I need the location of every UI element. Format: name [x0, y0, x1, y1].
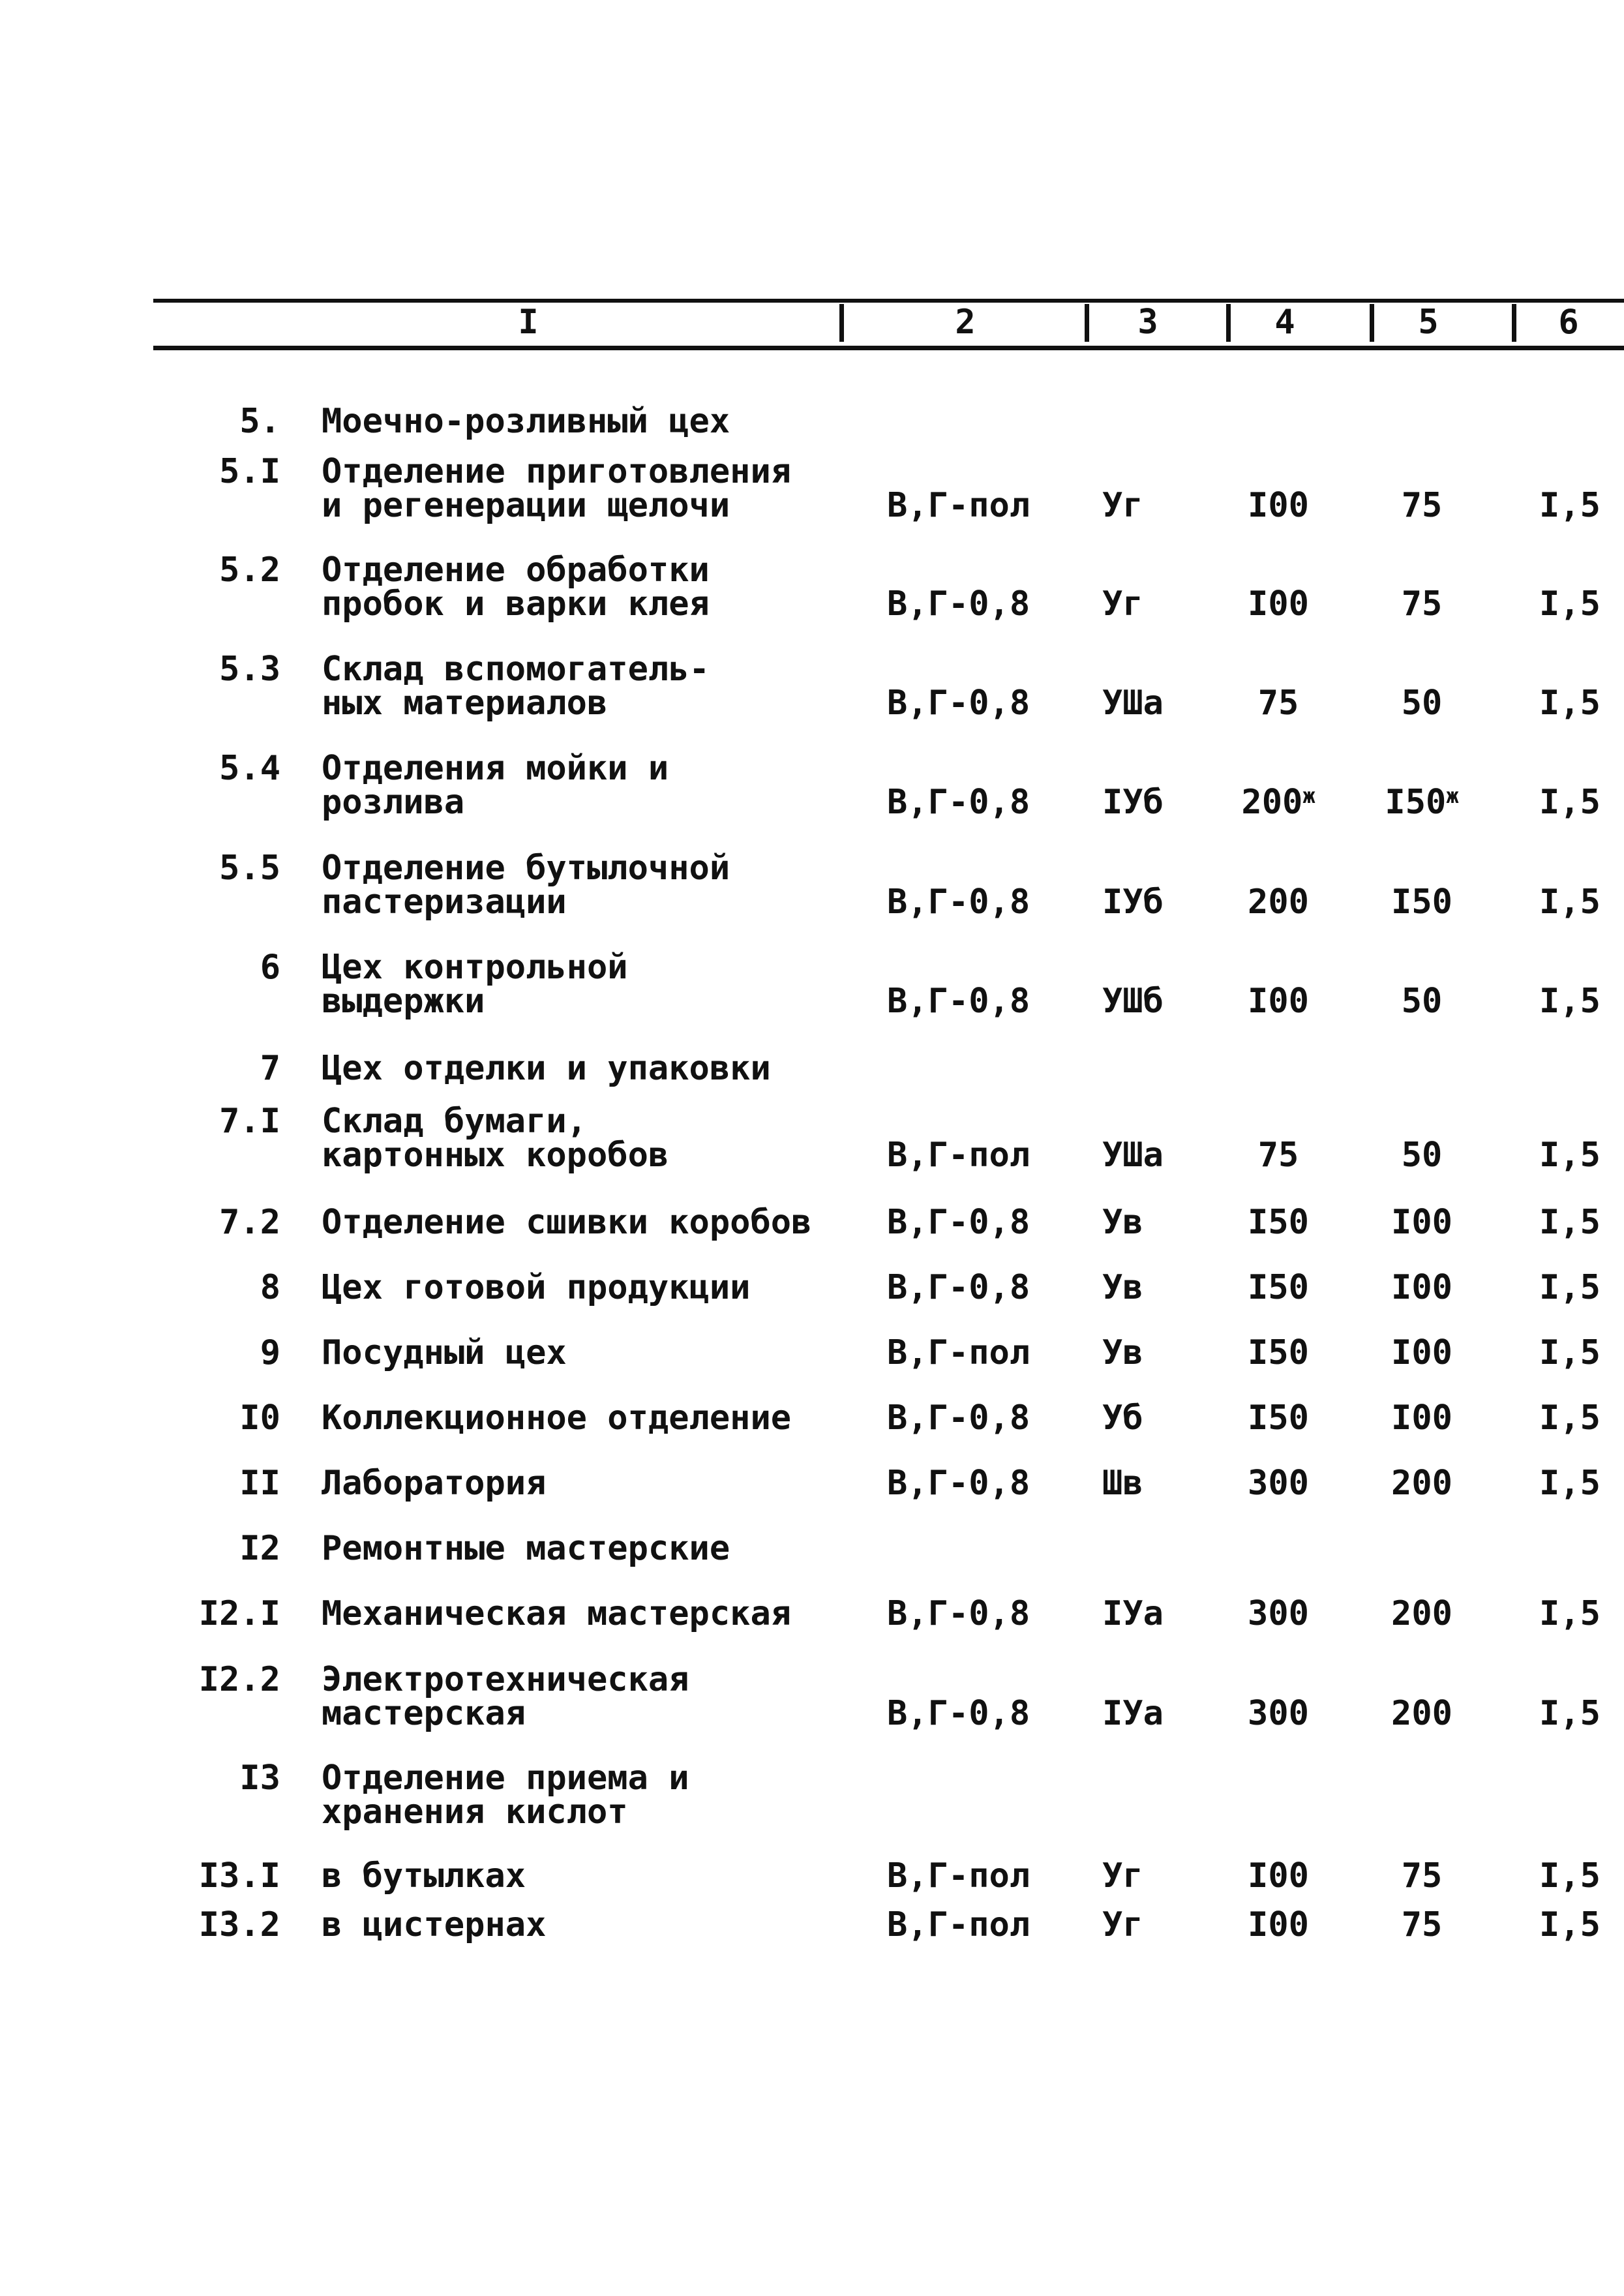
value-c3 — [1102, 1398, 1200, 1438]
value-text: Уб — [1102, 1398, 1143, 1438]
room-name — [322, 402, 830, 441]
value-text: 300 — [1248, 1464, 1309, 1503]
room-name — [322, 1333, 830, 1372]
value-c4 — [1226, 982, 1331, 1021]
value-text: I,5 — [1539, 1271, 1601, 1305]
room-name-line: выдержки — [322, 982, 485, 1021]
value-c3 — [1102, 1464, 1200, 1503]
room-name-line: Отделение бутылочной — [322, 849, 730, 888]
value-text: I00 — [1391, 1398, 1452, 1438]
value-text: Уг — [1102, 486, 1143, 525]
value-c3 — [1102, 584, 1200, 624]
value-c5 — [1370, 1333, 1474, 1372]
value-c5 — [1370, 982, 1474, 1021]
room-name-line: ных материалов — [322, 684, 608, 723]
value-text: I,5 — [1539, 1859, 1601, 1893]
value-text: В,Г-0,8 — [887, 883, 1030, 922]
column-separator — [1512, 304, 1516, 342]
value-c3 — [1102, 1694, 1200, 1733]
value-text: 75 — [1401, 584, 1443, 624]
value-c4 — [1226, 883, 1331, 922]
room-name-line: Отделение сшивки коробов — [322, 1203, 812, 1242]
value-text: I00 — [1391, 1268, 1452, 1307]
value-c2 — [887, 1136, 1057, 1175]
row-number: 7 — [260, 1049, 280, 1088]
value-c2 — [887, 1905, 1057, 1944]
value-c3 — [1102, 1594, 1200, 1633]
value-text: I00 — [1248, 1905, 1309, 1944]
value-text: I,5 — [1539, 785, 1601, 819]
value-c5 — [1370, 584, 1474, 624]
value-c3 — [1102, 684, 1200, 723]
row-number: 7.I — [219, 1102, 280, 1141]
value-c6 — [1539, 984, 1624, 1018]
value-c6 — [1539, 1205, 1624, 1239]
room-name-line: розлива — [322, 783, 465, 822]
value-c6 — [1539, 489, 1624, 522]
value-text: I50 — [1248, 1203, 1309, 1242]
value-text: IУа — [1102, 1594, 1164, 1633]
room-name — [322, 650, 830, 723]
value-text: В,Г-пол — [887, 486, 1030, 525]
value-text: В,Г-0,8 — [887, 783, 1030, 822]
value-text: 200 — [1241, 783, 1303, 822]
value-c6 — [1539, 885, 1624, 919]
room-name — [322, 849, 830, 922]
value-text: В,Г-0,8 — [887, 1694, 1030, 1733]
room-name-line: Посудный цех — [322, 1333, 567, 1372]
value-c2 — [887, 684, 1057, 723]
value-c5 — [1370, 1594, 1474, 1633]
value-text: 75 — [1401, 1856, 1443, 1896]
room-name-line: Отделение приема и — [322, 1759, 689, 1798]
value-text: I,5 — [1539, 1401, 1601, 1435]
column-header-6: 6 — [1558, 303, 1579, 342]
value-text: I,5 — [1539, 1697, 1601, 1730]
value-text: I,5 — [1539, 1466, 1601, 1500]
value-text: I00 — [1248, 982, 1309, 1021]
value-c2 — [887, 1203, 1057, 1242]
value-c5 — [1370, 1905, 1474, 1944]
value-text: 50 — [1401, 684, 1443, 723]
value-text: 75 — [1401, 1905, 1443, 1944]
value-c2 — [887, 783, 1057, 822]
value-c5 — [1370, 1136, 1474, 1175]
room-name-line: мастерская — [322, 1694, 526, 1733]
row-number: 5. — [239, 402, 280, 441]
row-number: I3 — [239, 1759, 280, 1798]
value-c4 — [1226, 684, 1331, 723]
value-c6 — [1539, 1859, 1624, 1893]
value-c6 — [1539, 1138, 1624, 1172]
room-name-line: пастеризации — [322, 883, 567, 922]
value-c6 — [1539, 785, 1624, 819]
room-name — [322, 1529, 830, 1568]
value-c6 — [1539, 1908, 1624, 1942]
value-c6 — [1539, 686, 1624, 720]
value-text: В,Г-пол — [887, 1333, 1030, 1372]
room-name — [322, 1464, 830, 1503]
room-name-line: Коллекционное отделение — [322, 1398, 792, 1438]
value-c2 — [887, 1268, 1057, 1307]
value-c5 — [1370, 1268, 1474, 1307]
room-name-line: в бутылках — [322, 1856, 526, 1896]
room-name — [322, 948, 830, 1021]
row-number: I2 — [239, 1529, 280, 1568]
value-text: 200 — [1391, 1594, 1452, 1633]
value-c2 — [887, 883, 1057, 922]
value-c3 — [1102, 1268, 1200, 1307]
value-c4 — [1226, 584, 1331, 624]
room-name-line: Отделение приготовления — [322, 452, 792, 491]
value-c3 — [1102, 1905, 1200, 1944]
value-text: I00 — [1391, 1203, 1452, 1242]
room-name-line: Электротехническая — [322, 1660, 689, 1699]
value-c4 — [1226, 1905, 1331, 1944]
room-name-line: хранения кислот — [322, 1792, 628, 1832]
value-text: Ув — [1102, 1268, 1143, 1307]
room-name — [322, 1398, 830, 1438]
value-c3 — [1102, 1333, 1200, 1372]
value-c4 — [1226, 486, 1331, 525]
value-c6 — [1539, 1401, 1624, 1435]
value-text: I,5 — [1539, 1205, 1601, 1239]
value-c6 — [1539, 1336, 1624, 1370]
room-name-line: пробок и варки клея — [322, 584, 710, 624]
value-c3 — [1102, 883, 1200, 922]
column-header-5: 5 — [1418, 303, 1439, 342]
room-name-line: Отделение обработки — [322, 551, 710, 590]
value-text: I,5 — [1539, 1336, 1601, 1370]
value-c2 — [887, 1398, 1057, 1438]
value-c6 — [1539, 1271, 1624, 1305]
row-number: 5.2 — [219, 551, 280, 590]
value-c4 — [1226, 1856, 1331, 1896]
footnote-mark: ж — [1446, 783, 1459, 808]
room-name-line: Цех отделки и упаковки — [322, 1049, 771, 1088]
row-number: I2.I — [198, 1594, 280, 1633]
value-c5 — [1370, 1694, 1474, 1733]
value-c5 — [1370, 1398, 1474, 1438]
room-name — [322, 1856, 830, 1896]
room-name-line: Цех контрольной — [322, 948, 628, 987]
room-name — [322, 1594, 830, 1633]
value-c2 — [887, 486, 1057, 525]
column-separator — [1085, 304, 1089, 342]
row-number: 7.2 — [219, 1203, 280, 1242]
value-c5 — [1370, 1464, 1474, 1503]
value-text: В,Г-0,8 — [887, 1594, 1030, 1633]
value-text: IУа — [1102, 1694, 1164, 1733]
value-text: I,5 — [1539, 1597, 1601, 1631]
value-c2 — [887, 1594, 1057, 1633]
value-c4 — [1226, 1268, 1331, 1307]
room-name — [322, 1203, 830, 1242]
value-c2 — [887, 982, 1057, 1021]
value-text: 75 — [1257, 684, 1299, 723]
value-text: IУб — [1102, 883, 1164, 922]
value-text: 300 — [1248, 1694, 1309, 1733]
value-text: Ув — [1102, 1203, 1143, 1242]
value-text: I,5 — [1539, 885, 1601, 919]
row-number: 5.5 — [219, 849, 280, 888]
value-text: I,5 — [1539, 984, 1601, 1018]
value-text: I50 — [1385, 783, 1447, 822]
value-text: В,Г-0,8 — [887, 684, 1030, 723]
value-text: УШа — [1102, 1136, 1164, 1175]
value-c5 — [1370, 486, 1474, 525]
column-separator — [1370, 304, 1374, 342]
value-text: УШа — [1102, 684, 1164, 723]
value-text: В,Г-пол — [887, 1905, 1030, 1944]
value-c6 — [1539, 587, 1624, 621]
column-header-2: 2 — [955, 303, 976, 342]
value-text: I,5 — [1539, 587, 1601, 621]
value-text: I00 — [1391, 1333, 1452, 1372]
room-name-line: Отделения мойки и — [322, 749, 669, 788]
value-c4 — [1226, 1333, 1331, 1372]
value-text: I50 — [1248, 1268, 1309, 1307]
row-number: 8 — [260, 1268, 280, 1307]
room-name — [322, 551, 830, 624]
room-name-line: в цистернах — [322, 1905, 547, 1944]
value-c4 — [1226, 1398, 1331, 1438]
header-bottom-rule — [153, 346, 1624, 350]
value-text: В,Г-0,8 — [887, 1464, 1030, 1503]
room-name-line: Склад вспомогатель- — [322, 650, 710, 689]
value-c5 — [1370, 883, 1474, 922]
footnote-mark: ж — [1302, 783, 1316, 808]
column-header-1: I — [518, 303, 539, 342]
room-name — [322, 1102, 830, 1175]
value-text: В,Г-0,8 — [887, 1398, 1030, 1438]
value-text: I00 — [1248, 486, 1309, 525]
value-c3 — [1102, 982, 1200, 1021]
room-name-line: Механическая мастерская — [322, 1594, 792, 1633]
value-text: I,5 — [1539, 686, 1601, 720]
value-c4 — [1226, 1594, 1331, 1633]
value-text: I50 — [1391, 883, 1452, 922]
room-name — [322, 1268, 830, 1307]
column-header-4: 4 — [1274, 303, 1295, 342]
room-name-line: Ремонтные мастерские — [322, 1529, 730, 1568]
value-text: В,Г-0,8 — [887, 584, 1030, 624]
value-text: I,5 — [1539, 489, 1601, 522]
value-text: Уг — [1102, 1856, 1143, 1896]
value-c5 — [1370, 783, 1474, 822]
value-text: Шв — [1102, 1464, 1143, 1503]
value-c3 — [1102, 486, 1200, 525]
value-text: 75 — [1401, 486, 1443, 525]
room-name — [322, 749, 830, 822]
room-name-line: Склад бумаги, — [322, 1102, 587, 1141]
value-text: 50 — [1401, 982, 1443, 1021]
value-c3 — [1102, 1856, 1200, 1896]
row-number: I3.2 — [198, 1905, 280, 1944]
row-number: I3.I — [198, 1856, 280, 1896]
value-c2 — [887, 1694, 1057, 1733]
value-text: В,Г-0,8 — [887, 1203, 1030, 1242]
row-number: 5.3 — [219, 650, 280, 689]
value-c6 — [1539, 1597, 1624, 1631]
value-c2 — [887, 1856, 1057, 1896]
room-name — [322, 1759, 830, 1832]
row-number: I2.2 — [198, 1660, 280, 1699]
value-text: I50 — [1248, 1333, 1309, 1372]
room-name — [322, 1049, 830, 1088]
value-text: I,5 — [1539, 1908, 1601, 1942]
value-c2 — [887, 1333, 1057, 1372]
value-text: Уг — [1102, 584, 1143, 624]
row-number: 5.I — [219, 452, 280, 491]
value-text: 200 — [1248, 883, 1309, 922]
value-c3 — [1102, 1203, 1200, 1242]
row-number: II — [239, 1464, 280, 1503]
value-text: 300 — [1248, 1594, 1309, 1633]
value-text: В,Г-0,8 — [887, 982, 1030, 1021]
value-text: В,Г-0,8 — [887, 1268, 1030, 1307]
value-c4 — [1226, 783, 1331, 822]
value-text: 75 — [1257, 1136, 1299, 1175]
room-name-line: Лаборатория — [322, 1464, 547, 1503]
value-text: 200 — [1391, 1694, 1452, 1733]
value-c4 — [1226, 1203, 1331, 1242]
column-separator — [839, 304, 844, 342]
value-c6 — [1539, 1466, 1624, 1500]
value-c2 — [887, 584, 1057, 624]
value-c5 — [1370, 1856, 1474, 1896]
value-c3 — [1102, 1136, 1200, 1175]
value-text: I00 — [1248, 1856, 1309, 1896]
row-number: I0 — [239, 1398, 280, 1438]
row-number: 9 — [260, 1333, 280, 1372]
row-number: 6 — [260, 948, 280, 987]
value-c2 — [887, 1464, 1057, 1503]
value-text: В,Г-пол — [887, 1856, 1030, 1896]
value-text: 50 — [1401, 1136, 1443, 1175]
value-text: IУб — [1102, 783, 1164, 822]
value-text: I,5 — [1539, 1138, 1601, 1172]
value-c5 — [1370, 684, 1474, 723]
row-number: 5.4 — [219, 749, 280, 788]
value-c3 — [1102, 783, 1200, 822]
value-text: Ув — [1102, 1333, 1143, 1372]
room-name-line: картонных коробов — [322, 1136, 669, 1175]
column-header-3: 3 — [1137, 303, 1158, 342]
value-text: 200 — [1391, 1464, 1452, 1503]
room-name-line: Цех готовой продукции — [322, 1268, 751, 1307]
value-text: I00 — [1248, 584, 1309, 624]
value-text: УШб — [1102, 982, 1164, 1021]
room-name — [322, 452, 830, 525]
room-name-line: и регенерации щелочи — [322, 486, 730, 525]
room-name — [322, 1905, 830, 1944]
column-separator — [1226, 304, 1231, 342]
room-name-line: Моечно-розливный цех — [322, 402, 730, 441]
room-name — [322, 1660, 830, 1733]
value-text: В,Г-пол — [887, 1136, 1030, 1175]
value-c6 — [1539, 1697, 1624, 1730]
value-c4 — [1226, 1136, 1331, 1175]
value-text: I50 — [1248, 1398, 1309, 1438]
value-c5 — [1370, 1203, 1474, 1242]
value-text: Уг — [1102, 1905, 1143, 1944]
value-c4 — [1226, 1464, 1331, 1503]
value-c4 — [1226, 1694, 1331, 1733]
